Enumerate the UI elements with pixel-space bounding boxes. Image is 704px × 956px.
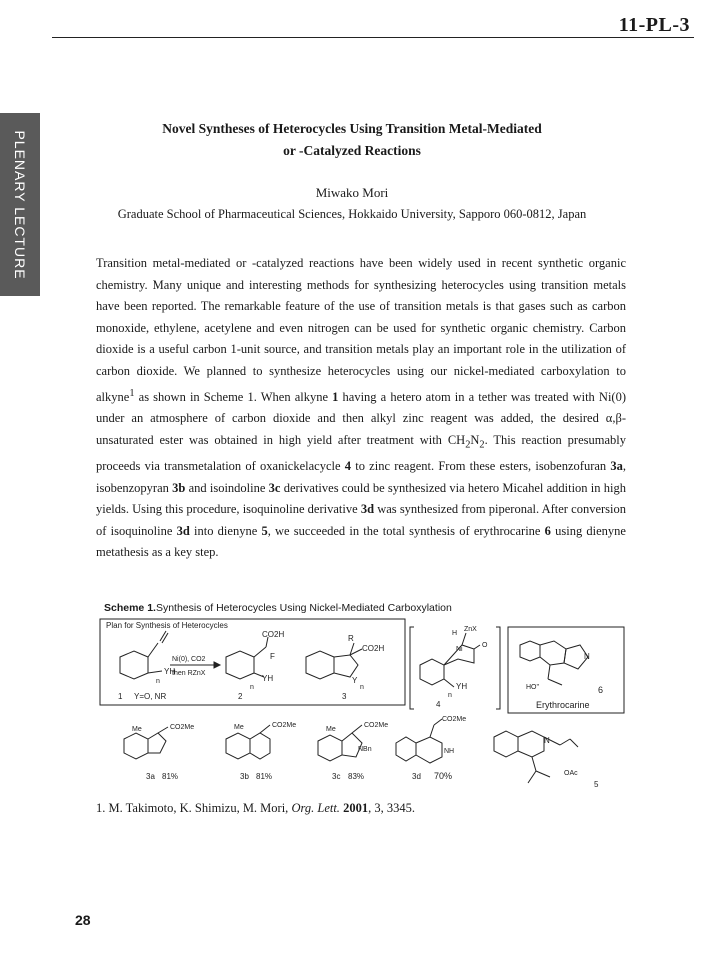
- compound-3-label: 3: [342, 692, 347, 701]
- atom-znx: ZnX: [464, 626, 477, 633]
- atom-n-4: n: [448, 692, 452, 699]
- atom-n-3: n: [360, 684, 364, 691]
- atom-oac: OAc: [564, 770, 578, 777]
- yield-3b-value: 81%: [256, 772, 273, 781]
- compound-4-label: 4: [436, 700, 441, 709]
- atom-ni: Ni: [456, 646, 463, 653]
- atom-co2me-3a: CO2Me: [170, 724, 195, 731]
- reagents-top: Ni(0), CO2: [172, 656, 206, 663]
- atom-n-6: N: [584, 652, 590, 661]
- scheme-1-figure: [96, 615, 636, 795]
- atom-co2h-3: CO2H: [362, 644, 385, 653]
- atom-me-3b: Me: [234, 724, 244, 731]
- atom-me-3c: Me: [326, 726, 336, 733]
- atom-n: n: [156, 678, 160, 685]
- author: Miwako Mori: [315, 185, 389, 200]
- compound-5-label: 5: [594, 780, 599, 789]
- atom-yh: YH: [164, 667, 176, 676]
- yield-3a-value: 81%: [162, 772, 179, 781]
- header-rule: [52, 37, 694, 38]
- erythrocarine-label: Erythrocarine: [536, 700, 590, 710]
- bracket-left: [410, 627, 414, 709]
- reagents-bottom: then RZnX: [172, 670, 206, 677]
- yield-3d-value: 70%: [434, 771, 453, 781]
- title-line-1: Novel Syntheses of Heterocycles Using Transition Metal-Mediated: [162, 121, 542, 136]
- compound-1-label: 1: [118, 692, 123, 701]
- compound-1-structure: [120, 631, 168, 679]
- atom-ho: HO'': [526, 684, 540, 691]
- atom-o: O: [482, 642, 488, 649]
- compound-1-note: Y=O, NR: [134, 692, 167, 701]
- page-number: 28: [75, 912, 91, 928]
- lecture-code: 11-PL-3: [618, 14, 690, 36]
- atom-nh: NH: [444, 748, 455, 755]
- atom-nbn: NBn: [358, 746, 372, 753]
- atom-n-5: N: [544, 736, 550, 745]
- title-line-2: or -Catalyzed Reactions: [283, 143, 421, 158]
- atom-y: Y: [352, 676, 358, 685]
- atom-f: F: [270, 652, 275, 661]
- atom-co2me-3c: CO2Me: [364, 722, 389, 729]
- atom-co2h: CO2H: [262, 630, 285, 639]
- atom-n-2: n: [250, 684, 254, 691]
- compound-3b-structure: [226, 725, 270, 759]
- scheme-caption: Scheme 1.Synthesis of Heterocycles Using Nickel-Mediated Carboxylation: [104, 602, 452, 614]
- yield-3b-label: 3b: [240, 772, 249, 781]
- compound-2-label: 2: [238, 692, 243, 701]
- yield-3a-label: 3a: [146, 772, 155, 781]
- compound-3-structure: [306, 643, 362, 679]
- yield-3c-label: 3c: [332, 772, 341, 781]
- atom-r: R: [348, 634, 354, 643]
- atom-me-3a: Me: [132, 726, 142, 733]
- atom-yh-2: YH: [262, 674, 274, 683]
- compound-2-structure: [218, 637, 268, 679]
- compound-3a-structure: [124, 727, 168, 759]
- atom-yh-4: YH: [456, 682, 468, 691]
- bracket-right: [496, 627, 500, 709]
- atom-co2me-3b: CO2Me: [272, 722, 297, 729]
- compound-3c-structure: [318, 725, 362, 761]
- plan-box-title: Plan for Synthesis of Heterocycles: [106, 621, 228, 630]
- compound-3d-structure: [396, 719, 442, 763]
- atom-co2me-3d: CO2Me: [442, 716, 467, 723]
- side-tab-label: PLENARY LECTURE: [12, 129, 28, 280]
- reference-1: 1. M. Takimoto, K. Shimizu, M. Mori, Org. Lett. 2001, 3, 3345.: [96, 801, 415, 815]
- affiliation: Graduate School of Pharmaceutical Sciences, Hokkaido University, Sapporo 060-0812, Japan: [117, 207, 587, 221]
- side-tab: [0, 113, 40, 296]
- compound-6-label: 6: [598, 685, 604, 695]
- compound-4-structure: [420, 633, 480, 687]
- yield-3d-label: 3d: [412, 772, 421, 781]
- abstract-body: Transition metal-mediated or -catalyzed reactions have been widely used in recent synthetic organic chemistry. Many unique and interesting methods for synthesizing heterocycles using transition metals have been reported. The remarkable feature of the use of transition metals is that gases such as carbon monoxide, ethylene, acetylene and even nitrogen can be used for synthetic organic chemistry. Carbon dioxide is a useful carbon 1-unit source, and transition metals play an important role in the utilization of carbon dioxide. We planned to synthesize heterocycles using our nickel-mediated carboxylation to alkyne$^1$ as shown in Scheme 1. When alkyne 1 having a hetero atom in a tether was treated with Ni(0) under an atmosphere of carbon dioxide and then alkyl zinc reagent was added, the desired α,β-unsaturated ester was obtained in high yield after treatment with $CH_2N_2$. This reaction presumably proceeds via transmetalation of oxanickelacycle 4 to zinc reagent. From these esters, isobenzofuran 3a, isobenzopyran 3b and isoindoline 3c derivatives could be synthesized via hetero Micahel addition in high yields. Using this procedure, isoquinoline derivative 3d was synthesized from piperonal. After conversion of isoquinoline 3d into dienyne 5, we succeeded in the total synthesis of erythrocarine 6 using dienyne metathesis as a key step.: [96, 256, 626, 560]
- yield-3c-value: 83%: [348, 772, 365, 781]
- atom-h: H: [452, 630, 458, 637]
- compound-6-structure: [520, 641, 588, 685]
